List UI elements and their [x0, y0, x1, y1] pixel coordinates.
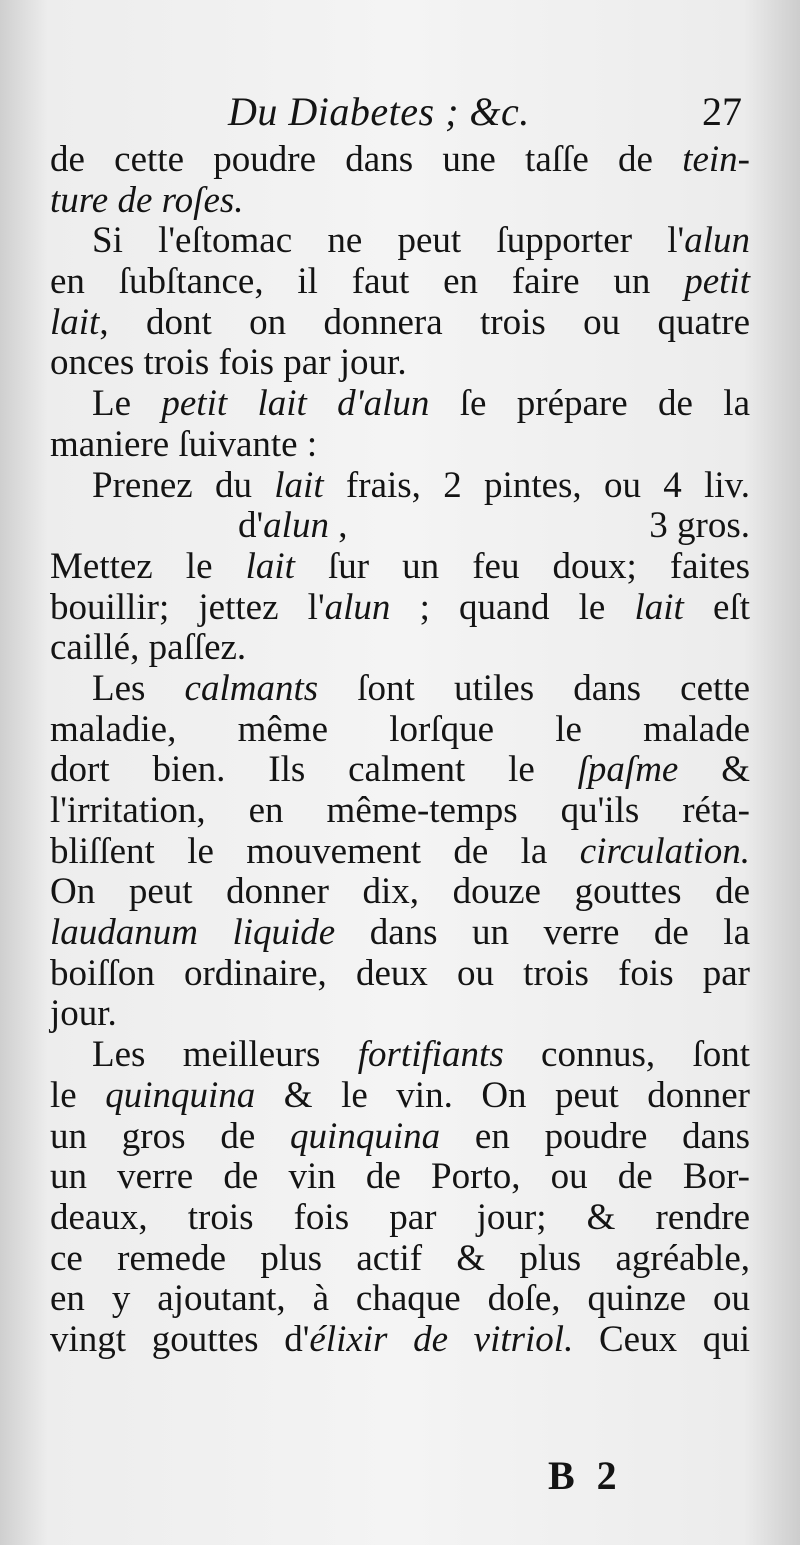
text-segment: en y ajoutant, à chaque doſe, quinze ou [50, 1278, 750, 1320]
text-segment: Prenez du [92, 464, 275, 506]
text-segment: lait [274, 464, 324, 506]
text-segment: Si l'eſtomac ne peut ſupporter l' [92, 220, 685, 262]
text-segment: ſont utiles dans cette [318, 667, 750, 709]
text-line [50, 1198, 750, 1239]
text-line [50, 750, 750, 791]
text-segment: maniere ſuivante : [50, 423, 318, 465]
text-segment: onces trois fois par jour. [50, 342, 407, 384]
text-segment: , [328, 505, 348, 547]
text-segment: le [50, 1074, 106, 1116]
text-line [50, 466, 750, 507]
text-segment: maladie, même lorſque le malade [50, 708, 750, 750]
text-line [50, 384, 750, 425]
text-segment: Les meilleurs [92, 1034, 358, 1076]
text-line [50, 1239, 750, 1280]
text-segment: Ceux qui [573, 1318, 750, 1360]
text-segment: tein- [682, 139, 750, 180]
text-line [50, 994, 750, 1035]
signature-mark: B 2 [548, 1453, 623, 1498]
text-line [50, 1117, 750, 1158]
body-text [50, 140, 750, 1361]
text-segment: Mettez le [50, 545, 246, 587]
text-segment: caillé, paſſez. [50, 627, 247, 669]
text-line [50, 913, 750, 954]
text-segment: frais, 2 pintes, ou 4 liv. [323, 464, 750, 506]
text-segment: laudanum liquide [50, 912, 336, 954]
text-line [50, 506, 750, 547]
text-segment: ſe prépare de la [429, 383, 750, 425]
text-segment: dort bien. Ils calment le [50, 749, 578, 791]
text-line [50, 221, 750, 262]
text-segment: deaux, trois fois par jour; & rendre [50, 1196, 750, 1238]
text-line [50, 872, 750, 913]
text-line [50, 832, 750, 873]
text-segment: & [678, 749, 750, 791]
text-segment: vingt gouttes d' [50, 1318, 310, 1360]
text-segment: petit lait d'alun [161, 383, 430, 425]
text-segment: de cette poudre dans une taſſe de [50, 139, 683, 180]
text-line [50, 791, 750, 832]
text-line [50, 303, 750, 344]
text-segment: , dont on donnera trois ou quatre [99, 301, 750, 343]
text-segment: alun [324, 586, 391, 628]
text-segment: On peut donner dix, douze gouttes de [50, 871, 750, 913]
text-segment: boiſſon ordinaire, deux ou trois fois par [50, 952, 750, 994]
text-line [50, 343, 750, 384]
text-segment: lait [50, 301, 100, 343]
text-segment: alun [684, 220, 750, 262]
text-line [50, 628, 750, 669]
text-segment: un verre de vin de Porto, ou de Bor- [50, 1156, 750, 1198]
text-line [50, 710, 750, 751]
text-segment: & le vin. On peut donner [255, 1074, 750, 1116]
text-segment: Les [92, 667, 185, 709]
text-segment: quinquina [105, 1074, 256, 1116]
page-number: 27 [702, 89, 742, 134]
text-segment: alun [263, 505, 329, 547]
text-segment: dans un verre de la [335, 912, 750, 954]
text-segment: ſur un feu doux; faites [294, 545, 750, 587]
text-segment: eſt [683, 586, 750, 628]
text-segment: fortifiants [357, 1034, 504, 1076]
text-segment: d' [238, 505, 264, 547]
recipe-ingredient [50, 506, 347, 547]
text-line [50, 954, 750, 995]
text-segment: petit [684, 261, 750, 303]
text-segment: en poudre dans [440, 1115, 750, 1157]
text-line [50, 1279, 750, 1320]
text-segment: ; quand le [390, 586, 635, 628]
running-title: Du Diabetes ; &c. [228, 89, 530, 134]
text-line [50, 181, 750, 222]
text-segment: ce remede plus actif & plus agréable, [50, 1237, 750, 1279]
text-line [50, 262, 750, 303]
text-segment: ture de roſes. [50, 179, 244, 221]
text-segment: lait [634, 586, 684, 628]
text-segment: circulation. [579, 830, 750, 872]
text-line [50, 547, 750, 588]
text-line [50, 669, 750, 710]
text-line [50, 1035, 750, 1076]
text-segment: élixir de vitriol. [309, 1318, 574, 1360]
text-line [50, 588, 750, 629]
recipe-amount: 3 gros. [649, 505, 750, 547]
text-segment: bliſſent le mouvement de la [50, 830, 580, 872]
text-segment: en ſubſtance, il faut en faire un [50, 261, 685, 303]
text-segment: Le [92, 383, 162, 425]
text-line [50, 1320, 750, 1361]
text-segment: lait [245, 545, 295, 587]
text-segment: bouillir; jettez l' [50, 586, 325, 628]
text-segment: l'irritation, en même-temps qu'ils réta- [50, 790, 750, 831]
text-segment: quinquina [290, 1115, 441, 1157]
text-segment: connus, ſont [503, 1034, 750, 1076]
text-segment: jour. [50, 993, 117, 1035]
text-line [50, 1076, 750, 1117]
text-line [50, 140, 750, 181]
text-segment: calmants [184, 667, 319, 709]
text-segment: ſpaſme [577, 749, 679, 791]
text-line [50, 1157, 750, 1198]
text-line [50, 425, 750, 466]
text-segment: un gros de [50, 1115, 291, 1157]
